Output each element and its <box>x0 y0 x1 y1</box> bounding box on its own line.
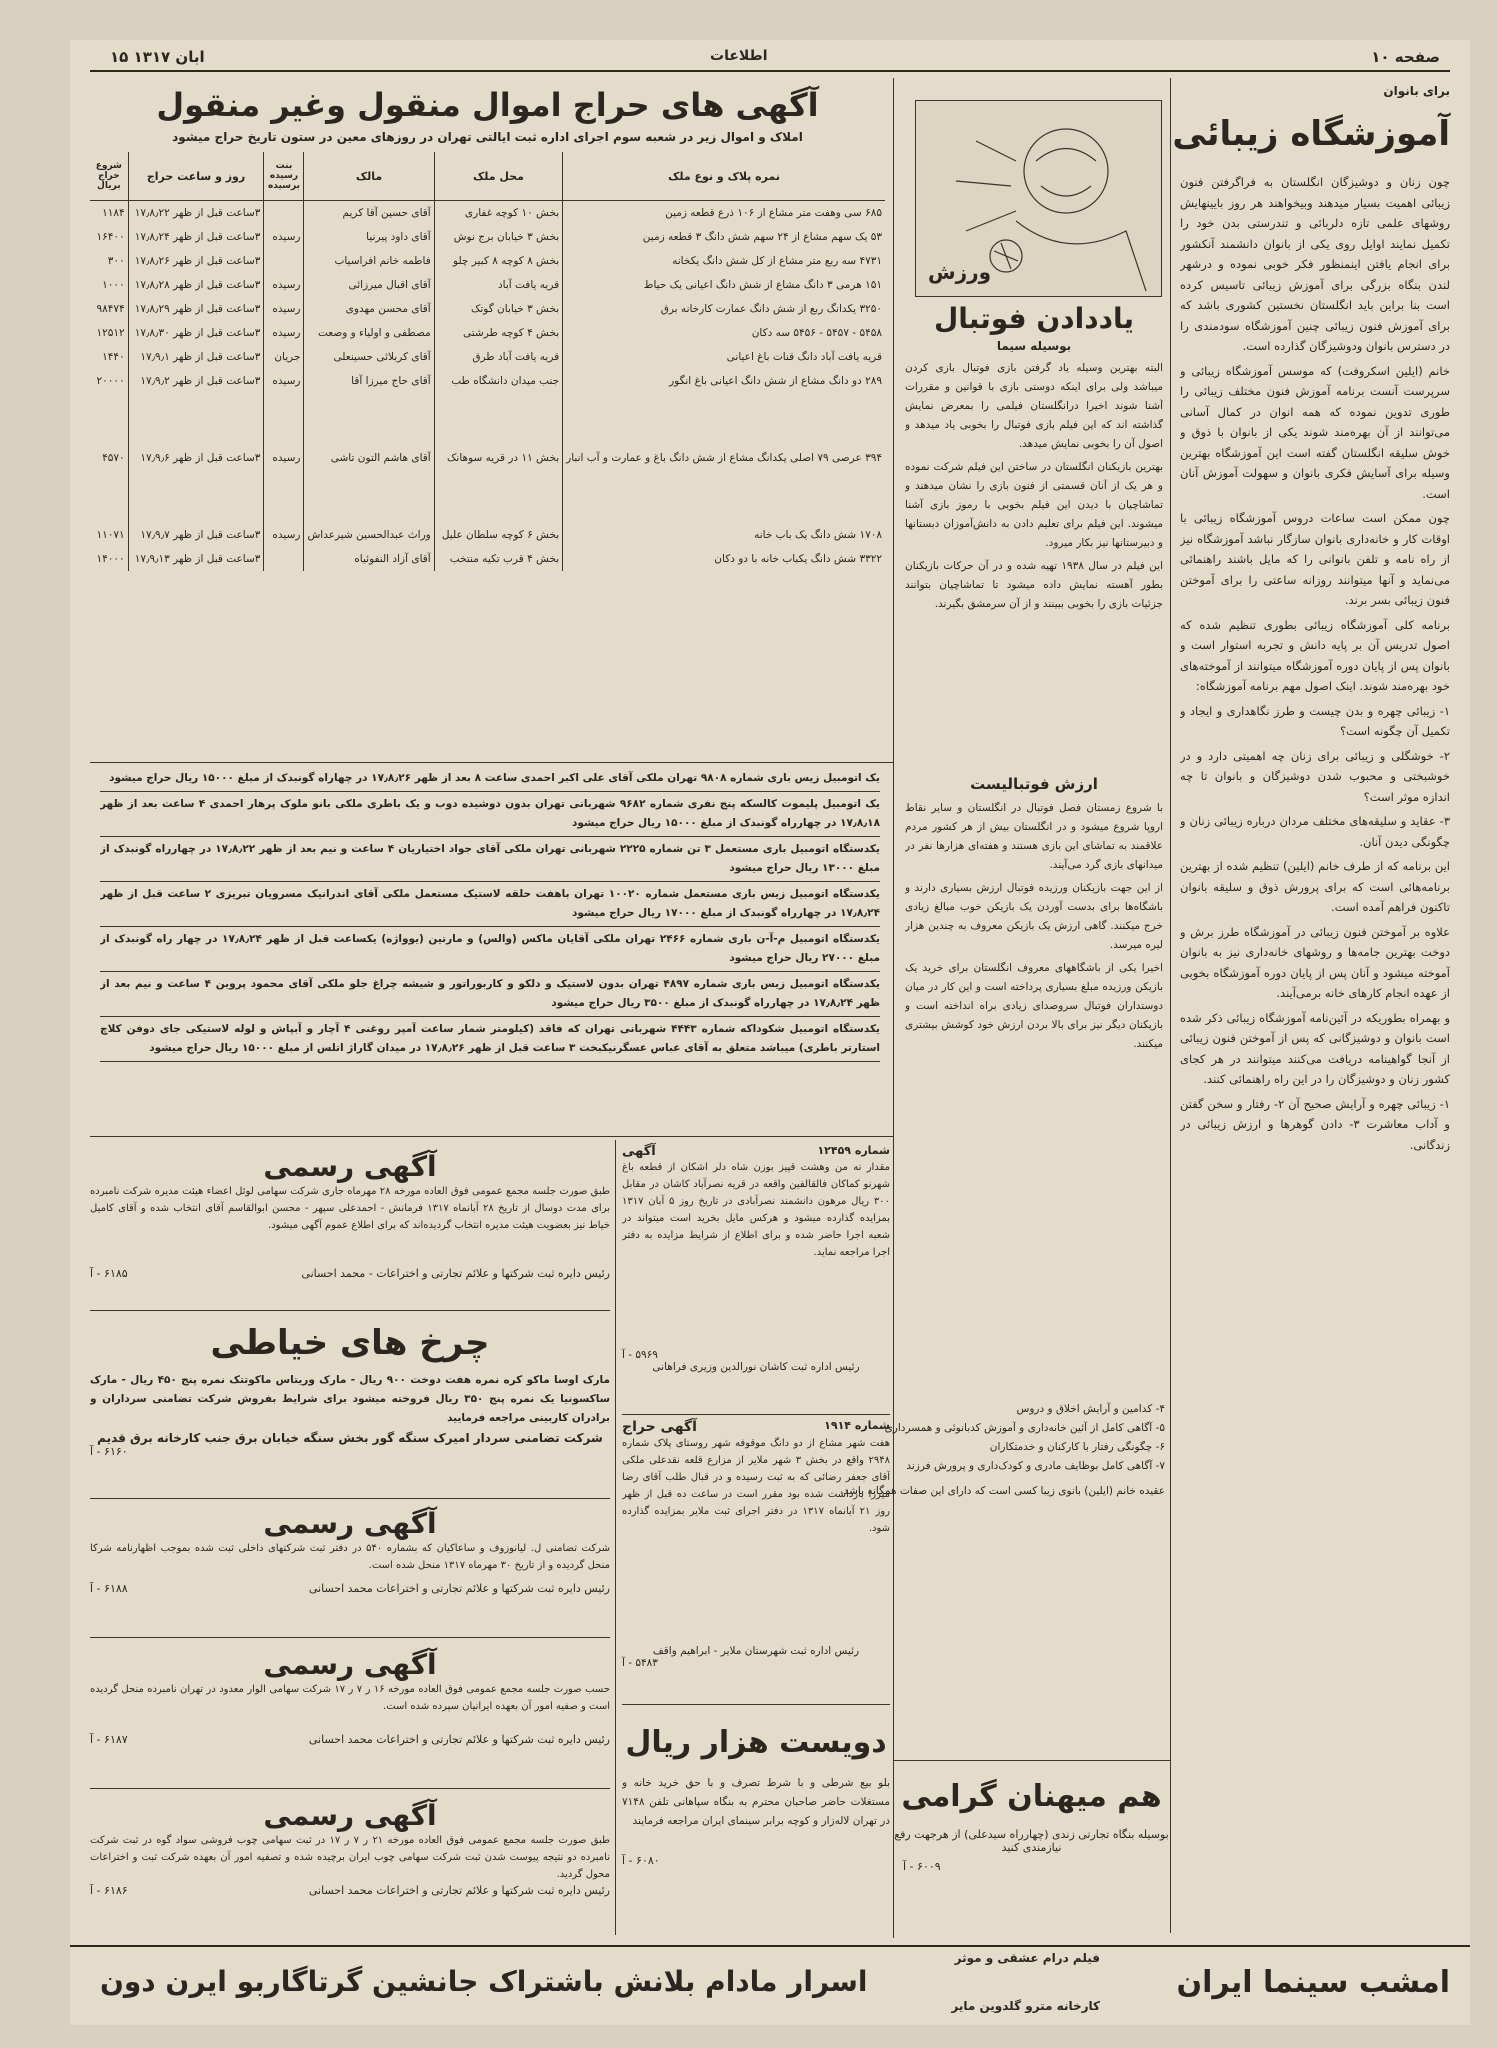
table-cell: وراث عبدالحسین شیرعداش <box>304 523 434 547</box>
paragraph: با شروع زمستان فصل فوتبال در انگلستان و سایر نقاط اروپا شروع میشود و در انگلستان بیش از هر کشور مردم علاقمند به تماشای این بازی هستند و هفته‌ای هزارها نفر در میدانهای بازی گرد می‌آیند. <box>905 802 1163 871</box>
table-row <box>90 321 885 345</box>
ad-text: طبق صورت جلسه مجمع عمومی فوق العاده مورخه ۲۸ مهرماه جاری شرکت سهامی لوئل اعضاء هیئت مدیره شرکت نامبرده برای مدت دوسال از تاریخ ۲۸ آبانماه ۱۳۱۷ فرمانش - احمدعلی سپهر - محسن ابوالقاسم آقای انتخاب شده و آقای کامیل خیاط نیز بعضویت هیئت مدیره انتخاب گردیده‌اند که برای اطلاع عموم آگهی میشود. <box>90 1186 610 1231</box>
ad-text: شرکت تضامنی ل. لیانوزوف و ساعاکیان که بشماره ۵۴۰ در دفتر ثبت شرکتهای داخلی ثبت شده بموجب اظهارنامه شرکا منحل گردیده و از تاریخ ۳۰ مهرماه ۱۳۱۷ منحل شده است. <box>90 1543 610 1571</box>
ad-heading: آگهی حراج <box>622 1419 697 1435</box>
table-cell: آقای محسن مهدوی <box>304 297 434 321</box>
cinema-banner <box>70 1945 1470 2025</box>
table-cell: ۱۶۴۰۰ <box>96 231 125 243</box>
vehicle-auction-note: یکدستگاه اتومبیل زیس باری مستعمل شماره ۱۰۰۲۰ تهران باهفت حلقه لاستیک مستعمل ملکی آقای اندرانیک مسرویان تبریزی ۲ ساعت قبل از ظهر ۱۷٫۸٫۲۴ در چهارراه گونبدک از مبلغ ۱۷۰۰۰ ریال حراج میشود <box>100 882 880 927</box>
paper-name: اطلاعات <box>710 48 768 64</box>
byline: بوسیله سیما <box>996 339 1072 353</box>
ad-title: آگهی رسمی <box>263 1799 437 1832</box>
page-number: صفحه ۱۰ <box>1371 48 1440 66</box>
ad-signature: رئیس اداره ثبت کاشان نورالدین وزیری فراهانی <box>652 1361 860 1373</box>
vehicle-auction-note: یکدستگاه اتومبیل شکوداکه شماره ۴۴۴۳ شهربانی تهران که فاقد (کیلومتر شمار ساعت آمپر روغنی ۴ آچار و آبپاش و لوله لاستیکی جای دوفن کلاچ استارتر باطری) میباشد متعلق به آقای عباس عسگرنیکبخت ۳ ساعت قبل از ظهر ۱۷٫۸٫۲۶ در میدان گاراژ اتلس از مبلغ ۱۵۰۰۰ ریال حراج میشود <box>100 1017 880 1062</box>
table-cell: ۳ساعت قبل از ظهر ۱۷٫۸٫۲۹ <box>128 297 264 321</box>
paragraph: برنامه کلی آموزشگاه زیبائی بطوری تنظیم شده که اصول تدریس آن بر پایه دانش و تجربه استوار است و بانوان پس از پایان دوره آموزشگاه میتوانند از آموخته‌های خود بهره‌مند شوند. اینک اصول مهم برنامه آموزشگاه: <box>1180 617 1450 693</box>
vehicle-auction-note: یکدستگاه اتومبیل باری مستعمل ۳ تن شماره ۲۲۲۵ شهربانی تهران ملکی آقای جواد اختیاریان ۴ ساعت و نیم بعد از ظهر ۱۷٫۸٫۲۲ در چهارراه گونبدک از مبلغ ۱۳۰۰۰ ریال حراج میشود <box>100 837 880 882</box>
ad-title: هم میهنان گرامی <box>901 1779 1162 1814</box>
table-cell: ۳ساعت قبل از ظهر ۱۷٫۹٫۲ <box>128 369 264 393</box>
table-cell: ۳۳۲۲ شش دانگ یکباب خانه با دو دکان <box>563 547 885 571</box>
sport-column <box>905 302 1163 1479</box>
table-cell: آقای داود پیرنیا <box>304 225 434 249</box>
ad-code: ۶۱۸۶ - آ <box>90 1884 128 1897</box>
illustration-caption: ورزش <box>928 260 992 284</box>
paragraph: از این جهت بازیکنان ورزیده فوتبال ارزش بسیاری دارند و باشگاه‌ها برای بدست آوردن یک بازیکن خوب مبالغ زیادی خرج میکنند. گاهی ارزش یک بازیکن معروف به چندین هزار لیره میرسد. <box>905 882 1163 951</box>
ad-text: هفت شهر مشاع از دو دانگ موقوفه شهر روستای پلاک شماره ۲۹۴۸ واقع در بخش ۳ شهر ملایر از مزارع قلعه نقدعلی ملکی آقای جعفر رضائی که به ثبت رسیده و در قبال طلب آقای رضا میرزا بازداشت شده بود مقرر است در ساعت ده قبل از ظهر روز ۲۱ آبانماه ۱۳۱۷ در دفتر اجرای ثبت ملایر بمزایده گذارده شود. <box>622 1438 890 1534</box>
ad-title: چرخ های خیاطی <box>210 1323 490 1363</box>
ad-header-row <box>622 1144 890 1159</box>
column-rule <box>1170 78 1171 1933</box>
table-cell: بخش ۱۱ در قریه سوهانک <box>434 393 562 523</box>
table-cell: آقای اقبال میرزائی <box>304 273 434 297</box>
table-cell: رسیده <box>264 273 304 297</box>
table-cell: فاطمه خانم افراسیاب <box>304 249 434 273</box>
paragraph: و بهمراه بطوریکه در آئین‌نامه آموزشگاه زیبائی ذکر شده است بانوان و دوشیزگانی که پس از آموختن فنون زیبائی از آنجا گواهینامه دریافت می‌کنند میتوانند در هر کجای کشور زنان و دوشیزگان را در این راه راهنمائی کنند. <box>1180 1010 1450 1086</box>
women-column <box>1172 84 1450 1307</box>
table-cell: ۳ساعت قبل از ظهر ۱۷٫۸٫۲۴ <box>128 225 264 249</box>
table-cell: آقای آزاد النفوئیاه <box>304 547 434 571</box>
official-ad <box>90 1150 610 1311</box>
table-cell: ۳ساعت قبل از ظهر ۱۷٫۹٫۱۳ <box>128 547 264 571</box>
list-item: ۷- آگاهی کامل بوظایف مادری و کودک‌داری و پرورش فرزند <box>906 1460 1165 1472</box>
notice-ad <box>622 1144 890 1415</box>
table-row <box>90 297 885 321</box>
table-cell: ۳۰۰ <box>107 255 125 267</box>
ad-header-row <box>622 1419 890 1435</box>
table-cell: ۶۸۵ سی وهفت متر مشاع از ۱۰۶ ذرع قطعه زمین <box>563 201 885 226</box>
ad-heading: آگهی <box>622 1144 656 1159</box>
table-cell: ۲۸۹ دو دانگ مشاع از شش دانگ اعیانی باغ انگور <box>563 369 885 393</box>
ad-code: ۶۱۶۰ - آ <box>90 1445 128 1458</box>
section-rule <box>90 1136 893 1137</box>
ad-code: ۵۹۶۹ - آ <box>622 1349 658 1361</box>
table-cell <box>264 249 304 273</box>
ad-signature-row <box>90 1267 610 1280</box>
ad-signature-row <box>90 1733 610 1746</box>
paragraph: چون زنان و دوشیزگان انگلستان به فراگرفتن فنون زیبائی اهمیت بسیار میدهند وبیخواهند هر روز بایینهایش روشهای علمی تازه دلربائی و تندرستی بدن خود را تکمیل نمایند اوایل روی یکی از بانوان دانشمند آنکشور برای انجام یافتن اینمنظور فکر خوبی نموده و درشهر لندن بنگاه بزرگی برای آموزش زیبائی تاسیس کرده است بنا براین باید انگلستان نخستین کشوری باشد که برای آموزش فنون زیبائی چنین آموزشگاه سودمندی را در دسترس بانوان ودوشیزگان گذارده است. <box>1180 175 1450 353</box>
cinema-title: امشب سینما ایران <box>1176 1965 1450 2000</box>
article-body <box>905 359 1163 769</box>
paragraph: علاوه بر آموختن فنون زیبائی در آموزشگاه طرز برش و دوخت بهترین جامه‌ها و روشهای خانه‌داری نیز به بانوان آموخته میشود و آنان پس از پایان دوره آموزشگاه بخوبی از عهده انجام کارهای خانه برمی‌آیند. <box>1180 924 1450 1000</box>
paragraph: خانم (ایلین اسکروفت) که موسس آموزشگاه زیبائی و سرپرست آنست برنامه آموزش فنون مختلف زیبائی را طوری تدوین نموده که همه انوان در کمال آسانی می‌توانند از آن بهره‌مند شوند یکی از بانوان با ذوق و خوش سلیقه انگلستان گفته است این آموزشگاه بهترین وسیله برای آسایش فکری بانوان و سهولت آموزش آنان است. <box>1180 363 1450 501</box>
table-cell: آقای حسین آقا کریم <box>304 201 434 226</box>
table-cell: ۳۹۴ عرصی ۷۹ اصلی یکدانگ مشاع از شش دانگ باغ و عمارت و آب انبار <box>563 393 885 523</box>
table-cell: بخش ۳ خیابان برج نوش <box>434 225 562 249</box>
ad-code: ۶۱۸۸ - آ <box>90 1582 128 1595</box>
table-cell: رسیده <box>264 225 304 249</box>
table-cell <box>264 547 304 571</box>
column-rule <box>893 78 894 1938</box>
ad-number: شماره ۱۹۱۴ <box>824 1419 890 1432</box>
table-cell: ۴۷۳۱ سه ربع متر مشاع از کل شش دانگ یکخانه <box>563 249 885 273</box>
table-row <box>90 547 885 571</box>
table-cell: بخش ۱۰ کوچه غفاری <box>434 201 562 226</box>
list-item: ۵- آگاهی کامل از آئین خانه‌داری و آموزش کدبانوئی و همسرداری <box>884 1422 1165 1434</box>
subtitle: ارزش فوتبالیست <box>970 775 1098 793</box>
middle-ads-column <box>622 1140 890 1945</box>
table-row <box>90 369 885 393</box>
table-cell: رسیده <box>264 297 304 321</box>
column-header: روز و ساعت حراج <box>128 152 264 201</box>
paragraph: ۳- عقاید و سلیقه‌های مختلف مردان درباره زیبائی زنان و چگونگی دیدن آنان. <box>1180 814 1450 849</box>
ad-code: ۶۰۸۰ - آ <box>622 1854 660 1867</box>
auction-subtitle: املاک و اموال زیر در شعبه سوم اجرای اداره ثبت ایالتی تهران در روزهای معین در ستون تاریخ حراج میشود <box>172 130 803 144</box>
guest-ad <box>893 1760 1170 1901</box>
table-cell: ۱۷۰۸ شش دانگ یک باب خانه <box>563 523 885 547</box>
table-header-row <box>90 152 885 201</box>
table-cell: ۱۴۰۰۰ <box>96 553 125 565</box>
column-header: محل ملک <box>434 152 562 201</box>
table-cell: ۱۲۵۱۲ <box>96 327 125 339</box>
table-cell: بخش ۶ کوچه سلطان علیل <box>434 523 562 547</box>
paragraph: ۲- خوشگلی و زیبائی برای زنان چه اهمیتی دارد و در خوشبختی و محبوب شدن دوشیزگان و بانوان تا چه اندازه موثر است؟ <box>1180 748 1450 804</box>
table-cell: ۱۱۸۴ <box>102 207 125 219</box>
table-cell: ۵۴۵۸ - ۵۴۵۷ - ۵۴۵۶ سه دکان <box>563 321 885 345</box>
official-ads-column <box>90 1140 610 1939</box>
table-row <box>90 273 885 297</box>
official-ad <box>90 1799 610 1939</box>
paragraph: چون ممکن است ساعات دروس آموزشگاه زیبائی با اوقات کار و خانه‌داری بانوان سازگار نباشد آموزشگاه نیز از راه نامه و تلفن بانوانی را که مایل باشند راهنمائی می‌نماید و آنها میتوانند روزانه ساعتی را برای آموختن فنون زیبائی بسر برند. <box>1180 511 1450 607</box>
vehicle-auction-note: یکدستگاه اتومبیل م-آ-ن باری شماره ۲۴۶۶ تهران ملکی آقایان ماکس (والس) و مارتین (یوواژه) یکساعت قبل از ظهر ۱۷٫۸٫۲۴ در چهار راه گونبدک از مبلغ ۲۷۰۰۰ ریال حراج میشود <box>100 927 880 972</box>
table-cell: بخش ۴ قرب تکیه منتخب <box>434 547 562 571</box>
ad-text: حسب صورت جلسه مجمع عمومی فوق العاده مورخه ۱۶ ر ۷ ر ۱۷ شرکت سهامی الوار معدود در تهران نامبرده منحل گردیده است و صفیه امور آن بعهده ایرانیان سپرده شده است. <box>90 1684 610 1712</box>
ad-signature: رئیس دایره ثبت شرکتها و علائم تجارتی و اختراعات محمد احسانی <box>308 1733 610 1746</box>
table-row <box>90 225 885 249</box>
column-header: بنت رسیده برسیده <box>264 152 304 201</box>
article-body-2 <box>905 799 1163 1479</box>
table-cell: آقای کربلائی حسینعلی <box>304 345 434 369</box>
newspaper-page <box>70 40 1470 2025</box>
ad-title: دویست هزار ریال <box>625 1725 887 1760</box>
vehicle-notes <box>100 766 880 1062</box>
table-cell: ۱۰۰۰ <box>102 279 125 291</box>
ad-number: شماره ۱۲۴۵۹ <box>817 1144 890 1157</box>
table-row <box>90 201 885 226</box>
table-cell: قریه یافت آباد دانگ قنات باغ اعیانی <box>563 345 885 369</box>
table-cell: ۱۵۱ هرمی ۳ دانگ مشاع از شش دانگ اعیانی یک حیاط <box>563 273 885 297</box>
list-item: ۴- کدامین و آرایش اخلاق و دروس <box>1016 1403 1165 1415</box>
table-row <box>90 345 885 369</box>
film-label: فیلم درام عشقی و موثر <box>954 1951 1100 1965</box>
paragraph: ۱- زیبائی چهره و بدن چیست و طرز نگاهداری و ایجاد و تکمیل آن چگونه است؟ <box>1180 703 1450 738</box>
table-cell: جریان <box>264 345 304 369</box>
table-cell: رسیده <box>264 321 304 345</box>
auction-table-body <box>90 201 885 572</box>
table-cell: قریه یافت آباد <box>434 273 562 297</box>
table-cell: ۳ساعت قبل از ظهر ۱۷٫۹٫۷ <box>128 523 264 547</box>
ad-text: مارک اوسا ماکو کره نمره هفت دوخت ۹۰۰ ریال - مارک وریتاس ماکوتتک نمره پنج ۴۵۰ ریال - مارک ساکسونیا یک نمره پنج ۳۵۰ ریال فروخته میشود برای شرایط بفروش شرکت تضامنی سرداران و برادران کاربینی مراجعه فرمایید <box>90 1374 610 1424</box>
table-cell: آقای حاج میرزا آقا <box>304 369 434 393</box>
column-rule <box>615 1140 616 1935</box>
closing-line: عقیده خانم (ایلین) بانوی زیبا کسی است که دارای این صفات همگانه باشد. <box>840 1485 1165 1497</box>
ad-signature: شرکت تضامنی سردار امیرک سنگه گور بخش سنگه خیابان برق جنب کارخانه برق قدیم <box>97 1431 603 1445</box>
auction-title: آگهی های حراج اموال منقول وغیر منقول <box>156 86 819 124</box>
column-header: مالک <box>304 152 434 201</box>
table-cell: مصطفی و اولیاء و وصعت <box>304 321 434 345</box>
ad-text: بلو بیع شرطی و با شرط تصرف و با حق خرید خانه و مستغلات حاضر صاحبان محترم به بنگاه سپاهانی تلفن ۷۱۴۸ در تهران لاله‌زار و کوچه برابر سینمای ایران مراجعه فرمایند <box>622 1777 890 1827</box>
ad-title: آگهی رسمی <box>263 1150 437 1183</box>
table-cell: جنب میدان دانشگاه طب <box>434 369 562 393</box>
ad-signature: رئیس دایره ثبت شرکتها و علائم تجارتی و اختراعات - محمد احسانی <box>301 1267 610 1280</box>
table-cell: بخش ۳ خیابان گوتک <box>434 297 562 321</box>
vehicle-auction-note: یک اتومبیل زیس باری شماره ۹۸۰۸ تهران ملکی آقای علی اکبر احمدی ساعت ۸ بعد از ظهر ۱۷٫۸٫۲۶ در چهاراه گونبدک از مبلغ ۱۵۰۰۰ ریال حراج میشود <box>100 766 880 792</box>
table-cell: قریه یافت آباد طرق <box>434 345 562 369</box>
issue-date: ۱۵ ابان ۱۳۱۷ <box>110 48 205 66</box>
auction-table <box>90 152 885 571</box>
article-title: آموزشگاه زیبائی <box>1172 114 1450 154</box>
ad-signature: رئیس اداره ثبت شهرستان ملایر - ابراهیم واقف <box>652 1645 860 1657</box>
ad-text: مقدار نه من وهشت قپیز بوزن شاه دلر اشکان از قطعه باغ شهرنو کماکان فالقالفین واقعه در قریه نصرآباد کاشان در مقابل ۳۰۰ ریال مرهون دانشمند نصرآبادی در تاریخ روز ۵ آبان ۱۳۱۷ بمزایده گذارده میشود و هرکس مایل بخرید است میتواند در شعبه اجرا حاضر شده و برای اطلاع از شرایط مزایده به دفتر اجرا مراجعه نماید. <box>622 1162 890 1258</box>
ad-signature: رئیس دایره ثبت شرکتها و علائم تجارتی و اختراعات محمد احسانی <box>308 1582 610 1595</box>
auction-ad <box>622 1419 890 1705</box>
ad-title: آگهی رسمی <box>263 1507 437 1540</box>
table-cell: رسیده <box>264 523 304 547</box>
vehicle-auction-note: یک اتومبیل پلیموت کالسکه پنج نفری شماره ۹۶۸۲ شهربانی تهران بدون دوشیده دوب و یک باطری ملکی بانو ملوک پرهار احمدی ۴ ساعت بعد از ظهر ۱۷٫۸٫۱۸ در چهارراه گونبدک از مبلغ ۱۵۰۰۰ ریال حراج میشود <box>100 792 880 837</box>
table-cell: ۳ساعت قبل از ظهر ۱۷٫۹٫۶ <box>128 393 264 523</box>
table-cell: ۲۰۰۰۰ <box>96 375 125 387</box>
header-rule <box>90 70 1450 72</box>
table-cell: ۱۱۰۷۱ <box>96 529 125 541</box>
ad-code: ۶۱۸۵ - آ <box>90 1267 128 1280</box>
official-ad <box>90 1648 610 1789</box>
section-rule <box>90 762 893 763</box>
ad-code: ۶۱۸۷ - آ <box>90 1733 128 1746</box>
paragraph: اخیرا یکی از باشگاههای معروف انگلستان برای خرید یک بازیکن ورزیده مبلغ بسیاری پرداخته است و این کار در میان دوستداران فوتبال سروصدای زیادی براه انداخته است و بازیکنان دیگر نیز برای بالا بردن ارزش خود کوشش بیشتری میکنند. <box>905 962 1163 1050</box>
table-cell: ۱۴۴۰ <box>102 351 125 363</box>
article-body <box>1180 172 1450 1307</box>
auction-section <box>90 80 885 571</box>
table-row <box>90 393 885 523</box>
official-ad <box>90 1507 610 1638</box>
rial-ad <box>622 1725 890 1945</box>
ad-title: آگهی رسمی <box>263 1648 437 1681</box>
film-name: اسرار مادام بلانش باشتراک جانشین گرتاگاربو ایرن دون <box>100 1965 868 1998</box>
ad-signature: رئیس دایره ثبت شرکتها و علائم تجارتی و اختراعات محمد احسانی <box>308 1884 610 1897</box>
list-item: ۶- چگونگی رفتار با کارکنان و خدمتکاران <box>989 1441 1165 1453</box>
ad-text: بوسیله بنگاه تجارتی زندی (چهارراه سیدعلی) از هرجهت رفع نیازمندی کنید <box>894 1828 1169 1854</box>
table-cell <box>264 201 304 226</box>
table-cell: آقای هاشم التون تاشی <box>304 393 434 523</box>
table-cell: رسیده <box>264 369 304 393</box>
table-cell: ۵۳ یک سهم مشاع از ۲۴ سهم شش دانگ ۳ قطعه زمین <box>563 225 885 249</box>
table-cell: ۳۲۵۰ یکدانگ ربع از شش دانگ عمارت کارخانه برق <box>563 297 885 321</box>
table-cell: بخش ۴ کوچه طرشتی <box>434 321 562 345</box>
ad-signature-row <box>90 1884 610 1897</box>
table-cell: ۳ساعت قبل از ظهر ۱۷٫۸٫۳۰ <box>128 321 264 345</box>
ad-text: طبق صورت جلسه مجمع عمومی فوق العاده مورخه ۲۱ ر ۷ ر ۱۷ در ثبت سهامی چوب فروشی سواد گوه در ثبت شرکت نامبرده دو نتیجه پیوست شدن ثبت شرکت سهامی چوب ایران برچیده شده و تصفیه امور آن بعهده شرکت ثبت و اختراعات محول گردید. <box>90 1835 610 1880</box>
article-title: یاددادن فوتبال <box>933 302 1135 335</box>
paragraph: ۱- زیبائی چهره و آرایش صحیح آن ۲- رفتار و سخن گفتن و آداب معاشرت ۳- دادن گوهرها و ارزش زیبائی در زندگانی. <box>1180 1096 1450 1152</box>
paragraph: این برنامه که از طرف خانم (ایلین) تنظیم شده از بهترین برنامه‌هائی است که برای پرورش ذوق و سلیقه بانوان تاکنون فراهم آمده است. <box>1180 859 1450 914</box>
paragraph: البته بهترین وسیله یاد گرفتن بازی فوتبال بازی کردن میباشد ولی برای اینکه دوستی بازی با قوانین و مقررات آشنا شوند اخیرا درانگلستان فیلمی را بمعرض نمایش گذاشته اند که این فیلم بازی فوتبال را بخوبی یاد میدهد و اصول آن را بخوبی نمایش میدهد. <box>905 362 1163 450</box>
table-cell: ۳ساعت قبل از ظهر ۱۷٫۸٫۲۸ <box>128 273 264 297</box>
ad-signature-row <box>90 1582 610 1595</box>
studio-name: کارخانه مترو گلدوین مایر <box>951 1999 1100 2013</box>
table-cell: بخش ۸ کوچه ۸ کبیر چلو <box>434 249 562 273</box>
column-header: نمره پلاک و نوع ملک <box>563 152 885 201</box>
ad-code: ۶۰۰۹ - آ <box>903 1860 941 1873</box>
ad-code: ۵۴۸۳ - آ <box>622 1657 658 1669</box>
sport-illustration <box>915 100 1162 297</box>
paragraph: این فیلم در سال ۱۹۳۸ تهیه شده و در آن حرکات بازیکنان بطور آهسته نمایش داده میشود تا تماشاچیان بتوانند جزئیات بازی را بخوبی ببینند و از آن سرمشق بگیرند. <box>905 560 1163 610</box>
table-cell: رسیده <box>264 393 304 523</box>
table-row <box>90 523 885 547</box>
table-cell: ۳ساعت قبل از ظهر ۱۷٫۹٫۱ <box>128 345 264 369</box>
section-label: برای بانوان <box>1383 84 1450 98</box>
table-cell: ۳ساعت قبل از ظهر ۱۷٫۸٫۲۲ <box>128 201 264 226</box>
column-header: شروع حراج بریال <box>90 152 128 201</box>
table-cell: ۳ساعت قبل از ظهر ۱۷٫۸٫۲۶ <box>128 249 264 273</box>
paragraph: بهترین بازیکنان انگلستان در ساختن این فیلم شرکت نموده و هر یک از آنان قسمتی از فنون بازی را نشان میدهند و تماشاچیان با دیدن این فیلم بخوبی با رموز بازی آشنا میشوند. این فیلم برای تعلیم دادن به دانش‌آموزان دبستانها و دبیرستانها نیز بکار میرود. <box>905 461 1163 549</box>
table-row <box>90 249 885 273</box>
table-cell: ۹۸۴۷۴ <box>96 303 125 315</box>
vehicle-auction-note: یکدستگاه اتومبیل زیس باری شماره ۴۸۹۷ تهران بدون لاستیک و دلکو و کاربوراتور و شیشه چراغ جلو ملکی آقای محمود پروین ۴ ساعت و نیم بعد از ظهر ۱۷٫۸٫۲۴ در چهارراه گونبدک از مبلغ ۳۵۰۰ ریال حراج میشود <box>100 972 880 1017</box>
vehicle-note-list <box>100 766 880 1062</box>
sewing-machine-ad <box>90 1323 610 1499</box>
table-cell: ۴۵۷۰ <box>102 452 125 464</box>
